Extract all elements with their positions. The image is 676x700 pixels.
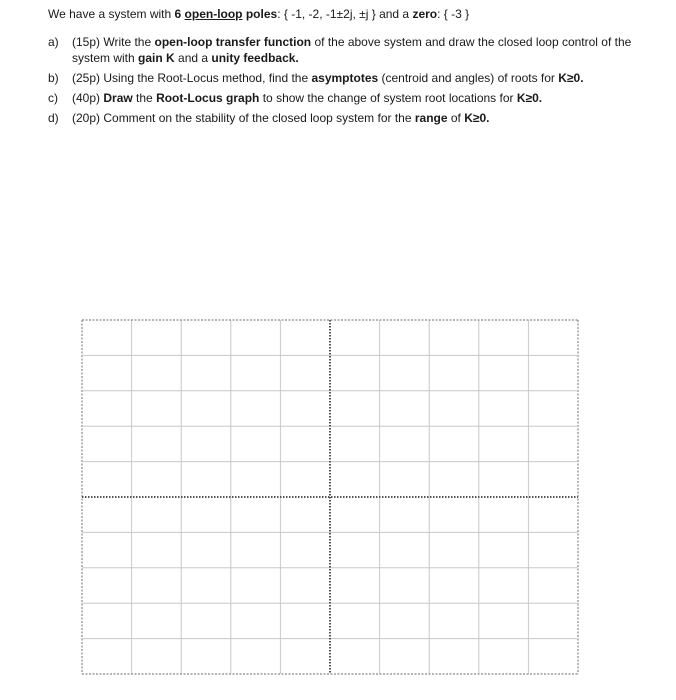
question-emphasis: open-loop transfer function — [154, 35, 312, 49]
question-text-segment: (centroid and angles) of roots for — [378, 71, 559, 85]
question-text-segment: (20p) Comment on the stability of the closed loop system for the — [72, 111, 415, 125]
question-text-segment: to show the change of system root locations for — [259, 91, 517, 105]
poles-term: poles — [242, 7, 278, 21]
question-text-segment: (25p) Using the Root-Locus method, find the — [72, 71, 312, 85]
question-text — [72, 34, 648, 66]
question-text-segment: (15p) Write the — [72, 35, 155, 49]
question-letter: d) — [48, 111, 59, 125]
question-item — [48, 110, 648, 126]
question-text-segment: of — [447, 111, 465, 125]
question-list — [48, 34, 648, 130]
question-letter: a) — [48, 35, 59, 49]
question-text — [72, 110, 648, 126]
question-text-segment: of the above system and draw the closed loop control of the system with — [72, 35, 632, 65]
question-emphasis: range — [414, 111, 448, 125]
question-letter: b) — [48, 71, 59, 85]
question-emphasis: K≥0. — [558, 71, 584, 85]
question-text-segment: the — [132, 91, 157, 105]
zero-term: zero — [412, 7, 438, 21]
root-locus-grid — [80, 318, 580, 676]
question-text — [72, 90, 648, 106]
intro-text-1: We have a system with — [48, 7, 175, 21]
question-item — [48, 70, 648, 86]
question-letter: c) — [48, 91, 58, 105]
question-emphasis: gain K — [138, 51, 175, 65]
question-emphasis: K≥0. — [516, 91, 543, 105]
question-text — [72, 70, 648, 86]
question-text-segment: (40p) — [72, 91, 104, 105]
question-emphasis: Root-Locus graph — [156, 91, 260, 105]
intro-zero-value: : { -3 } — [437, 7, 470, 21]
question-emphasis: unity feedback. — [211, 51, 299, 65]
question-emphasis: K≥0. — [464, 111, 490, 125]
question-emphasis: Draw — [103, 91, 133, 105]
question-item — [48, 90, 648, 106]
open-loop-term: open-loop — [184, 7, 243, 21]
question-item — [48, 34, 648, 66]
intro-poles-list: : { -1, -2, -1±2j, ±j } and a — [277, 7, 413, 21]
pole-count: 6 — [174, 7, 182, 21]
problem-statement — [48, 6, 648, 22]
question-text-segment: and a — [174, 51, 212, 65]
question-emphasis: asymptotes — [311, 71, 379, 85]
